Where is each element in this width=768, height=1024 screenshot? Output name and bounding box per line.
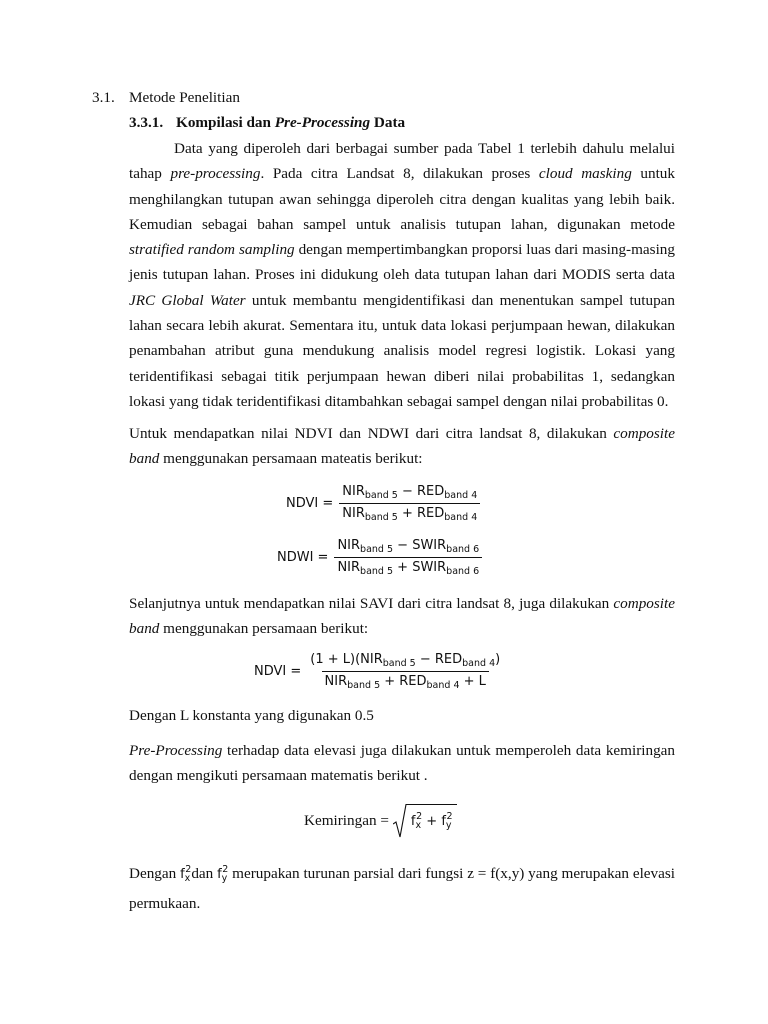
savi-equation: NDVI = $\frac{(1 + L)(NIR_{band 5} - RED_{band 4})}{NIR_{band 5} + RED_{band 4} + L}$ — [254, 652, 501, 691]
slope-equation: Kemiringan = $f_x^2 + f_y^2$ — [304, 804, 457, 838]
paragraph-ndvi-ndwi-intro — [129, 421, 675, 472]
text-run: Selanjutnya untuk mendapatkan nilai SAVI dari citra landsat 8, juga dilakukan — [129, 595, 614, 612]
italic-term: Pre-Processing — [129, 742, 223, 759]
paragraph-elevation — [129, 738, 675, 789]
section-title: Metode Penelitian — [129, 89, 240, 106]
paragraph-savi-intro — [129, 591, 675, 642]
subsection-number: 3.3.1. — [129, 114, 164, 131]
text-run: untuk membantu mengidentifikasi dan menentukan sampel tutupan lahan secara lebih akurat. Sementara itu, untuk data lokasi perjumpaan hewan, dilakukan penambahan atribut guna mendukung analisis model regresi logistik. Lokasi yang teridentifikasi sebagai titik perjumpaan hewan diberi nilai probabilitas 1, sedangkan lokasi yang tidak teridentifikasi ditambahkan sebagai sampel dengan nilai probabilitas 0. — [129, 291, 675, 410]
text-run: menggunakan persamaan berikut: — [159, 620, 369, 638]
text-run: dengan mempertimbangkan proporsi luas dari masing-masing jenis tutupan lahan. Proses ini didukung oleh data tutupan lahan dari MODIS serta data — [129, 241, 675, 284]
text-run: Data yang diperoleh dari berbagai sumber pada Tabel 1 terlebih dahulu melalui tahap — [129, 140, 675, 183]
italic-term: stratified random sampling — [129, 241, 295, 259]
italic-term: composite band — [129, 425, 675, 468]
radical-sign-icon — [393, 804, 407, 838]
paragraph-partial-derivative: Dengan $f_x^2dan$ $f_y^2$ merupakan turunan parsial dari fungsi z = f(x,y) yang merupakan elevasi permukaan. — [129, 864, 675, 913]
square-root: $f_x^2 + f_y^2$ — [393, 804, 457, 838]
text-run: untuk menghilangkan tutupan awan sehingga diperoleh citra dengan kualitas yang lebih baik. Kemudian sebagai bahan sampel untuk analisis tutupan lahan, digunakan metode — [129, 165, 675, 233]
ndvi-equation: NDVI = $\frac{NIR_{band 5} - RED_{band 4}}{NIR_{band 5} + RED_{band 4}}$ — [286, 484, 480, 523]
text-run: menggunakan persamaan mateatis berikut: — [159, 450, 423, 468]
italic-term: cloud masking — [538, 165, 632, 183]
ndwi-equation: NDWI = $\frac{NIR_{band 5} - SWIR_{band 6}}{NIR_{band 5} + SWIR_{band 6}}$ — [277, 538, 482, 577]
italic-term: JRC Global Water — [129, 291, 246, 309]
section-number: 3.1. — [92, 89, 115, 106]
italic-term: composite band — [129, 595, 675, 638]
subsection-title: Kompilasi dan Pre-Processing Data — [176, 114, 406, 131]
text-run: Untuk mendapatkan nilai NDVI dan NDWI dari citra landsat 8, dilakukan — [129, 425, 614, 442]
paragraph-preprocessing — [129, 136, 675, 414]
text-run: terhadap data elevasi juga dilakukan untuk memperoleh data kemiringan dengan mengikuti persamaan matematis berikut . — [129, 742, 675, 785]
italic-term: pre-processing — [170, 165, 261, 183]
paragraph-l-constant: Dengan L konstanta yang digunakan 0.5 — [129, 707, 374, 724]
text-run: . Pada citra Landsat 8, dilakukan proses — [260, 165, 539, 183]
